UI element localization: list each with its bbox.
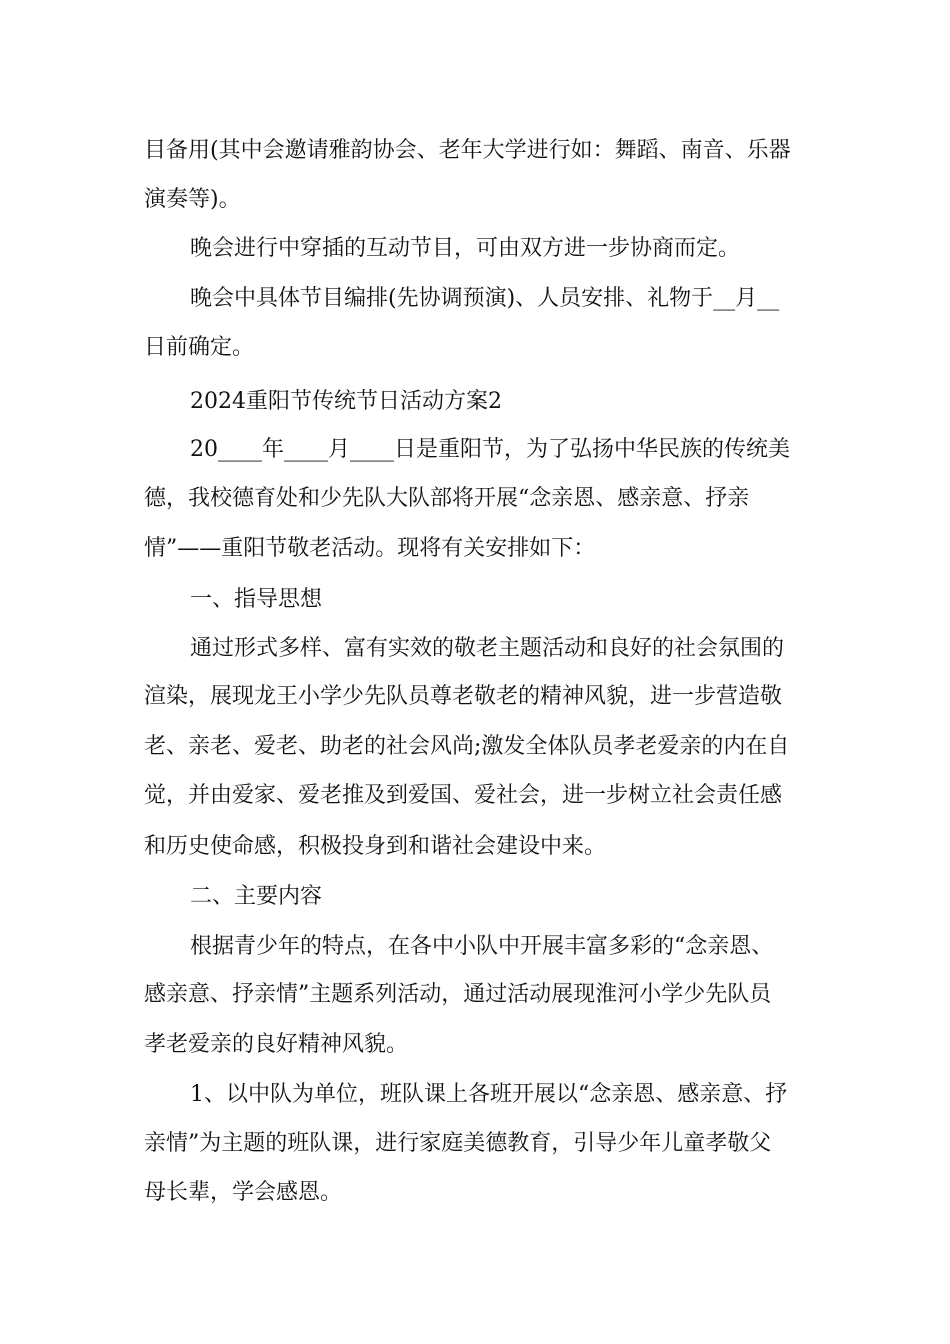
- text-line: 觉，并由爱家、爱老推及到爱国、爱社会，进一步树立社会责任感: [144, 783, 783, 808]
- text-line: 渲染，展现龙王小学少先队员尊老敬老的精神风貌，进一步营造敬: [144, 684, 783, 709]
- text-line: 演奏等)。: [144, 187, 241, 212]
- text-line: 亲情”为主题的班队课，进行家庭美德教育，引导少年儿童孝敬父: [144, 1131, 772, 1156]
- text-line: 日前确定。: [144, 335, 255, 360]
- text-line: 20____年____月____日是重阳节，为了弘扬中华民族的传统美: [190, 437, 790, 462]
- text-line: 1、以中队为单位，班队课上各班开展以“念亲恩、感亲意、抒: [190, 1082, 788, 1107]
- text-line: 德，我校德育处和少先队大队部将开展“念亲恩、感亲意、抒亲: [144, 486, 750, 511]
- text-line: 根据青少年的特点，在各中小队中开展丰富多彩的“念亲恩、: [190, 934, 774, 959]
- section-heading: 一、指导思想: [190, 587, 323, 612]
- text-line: 感亲意、抒亲情”主题系列活动，通过活动展现淮河小学少先队员: [144, 982, 772, 1007]
- text-line: 目备用(其中会邀请雅韵协会、老年大学进行如：舞蹈、南音、乐器: [144, 138, 791, 163]
- text-line: 情”——重阳节敬老活动。现将有关安排如下：: [144, 536, 596, 561]
- text-line: 晚会进行中穿插的互动节目，可由双方进一步协商而定。: [190, 236, 741, 261]
- section-heading: 二、主要内容: [190, 884, 323, 909]
- text-line: 晚会中具体节目编排(先协调预演)、人员安排、礼物于__月__: [190, 286, 780, 311]
- text-line: 通过形式多样、富有实效的敬老主题活动和良好的社会氛围的: [190, 636, 785, 661]
- text-line: 老、亲老、爱老、助老的社会风尚;激发全体队员孝老爱亲的内在自: [144, 734, 790, 759]
- text-line: 孝老爱亲的良好精神风貌。: [144, 1032, 409, 1057]
- section-heading: 2024重阳节传统节日活动方案2: [190, 389, 502, 414]
- text-line: 母长辈，学会感恩。: [144, 1180, 343, 1205]
- text-line: 和历史使命感，积极投身到和谐社会建设中来。: [144, 834, 607, 859]
